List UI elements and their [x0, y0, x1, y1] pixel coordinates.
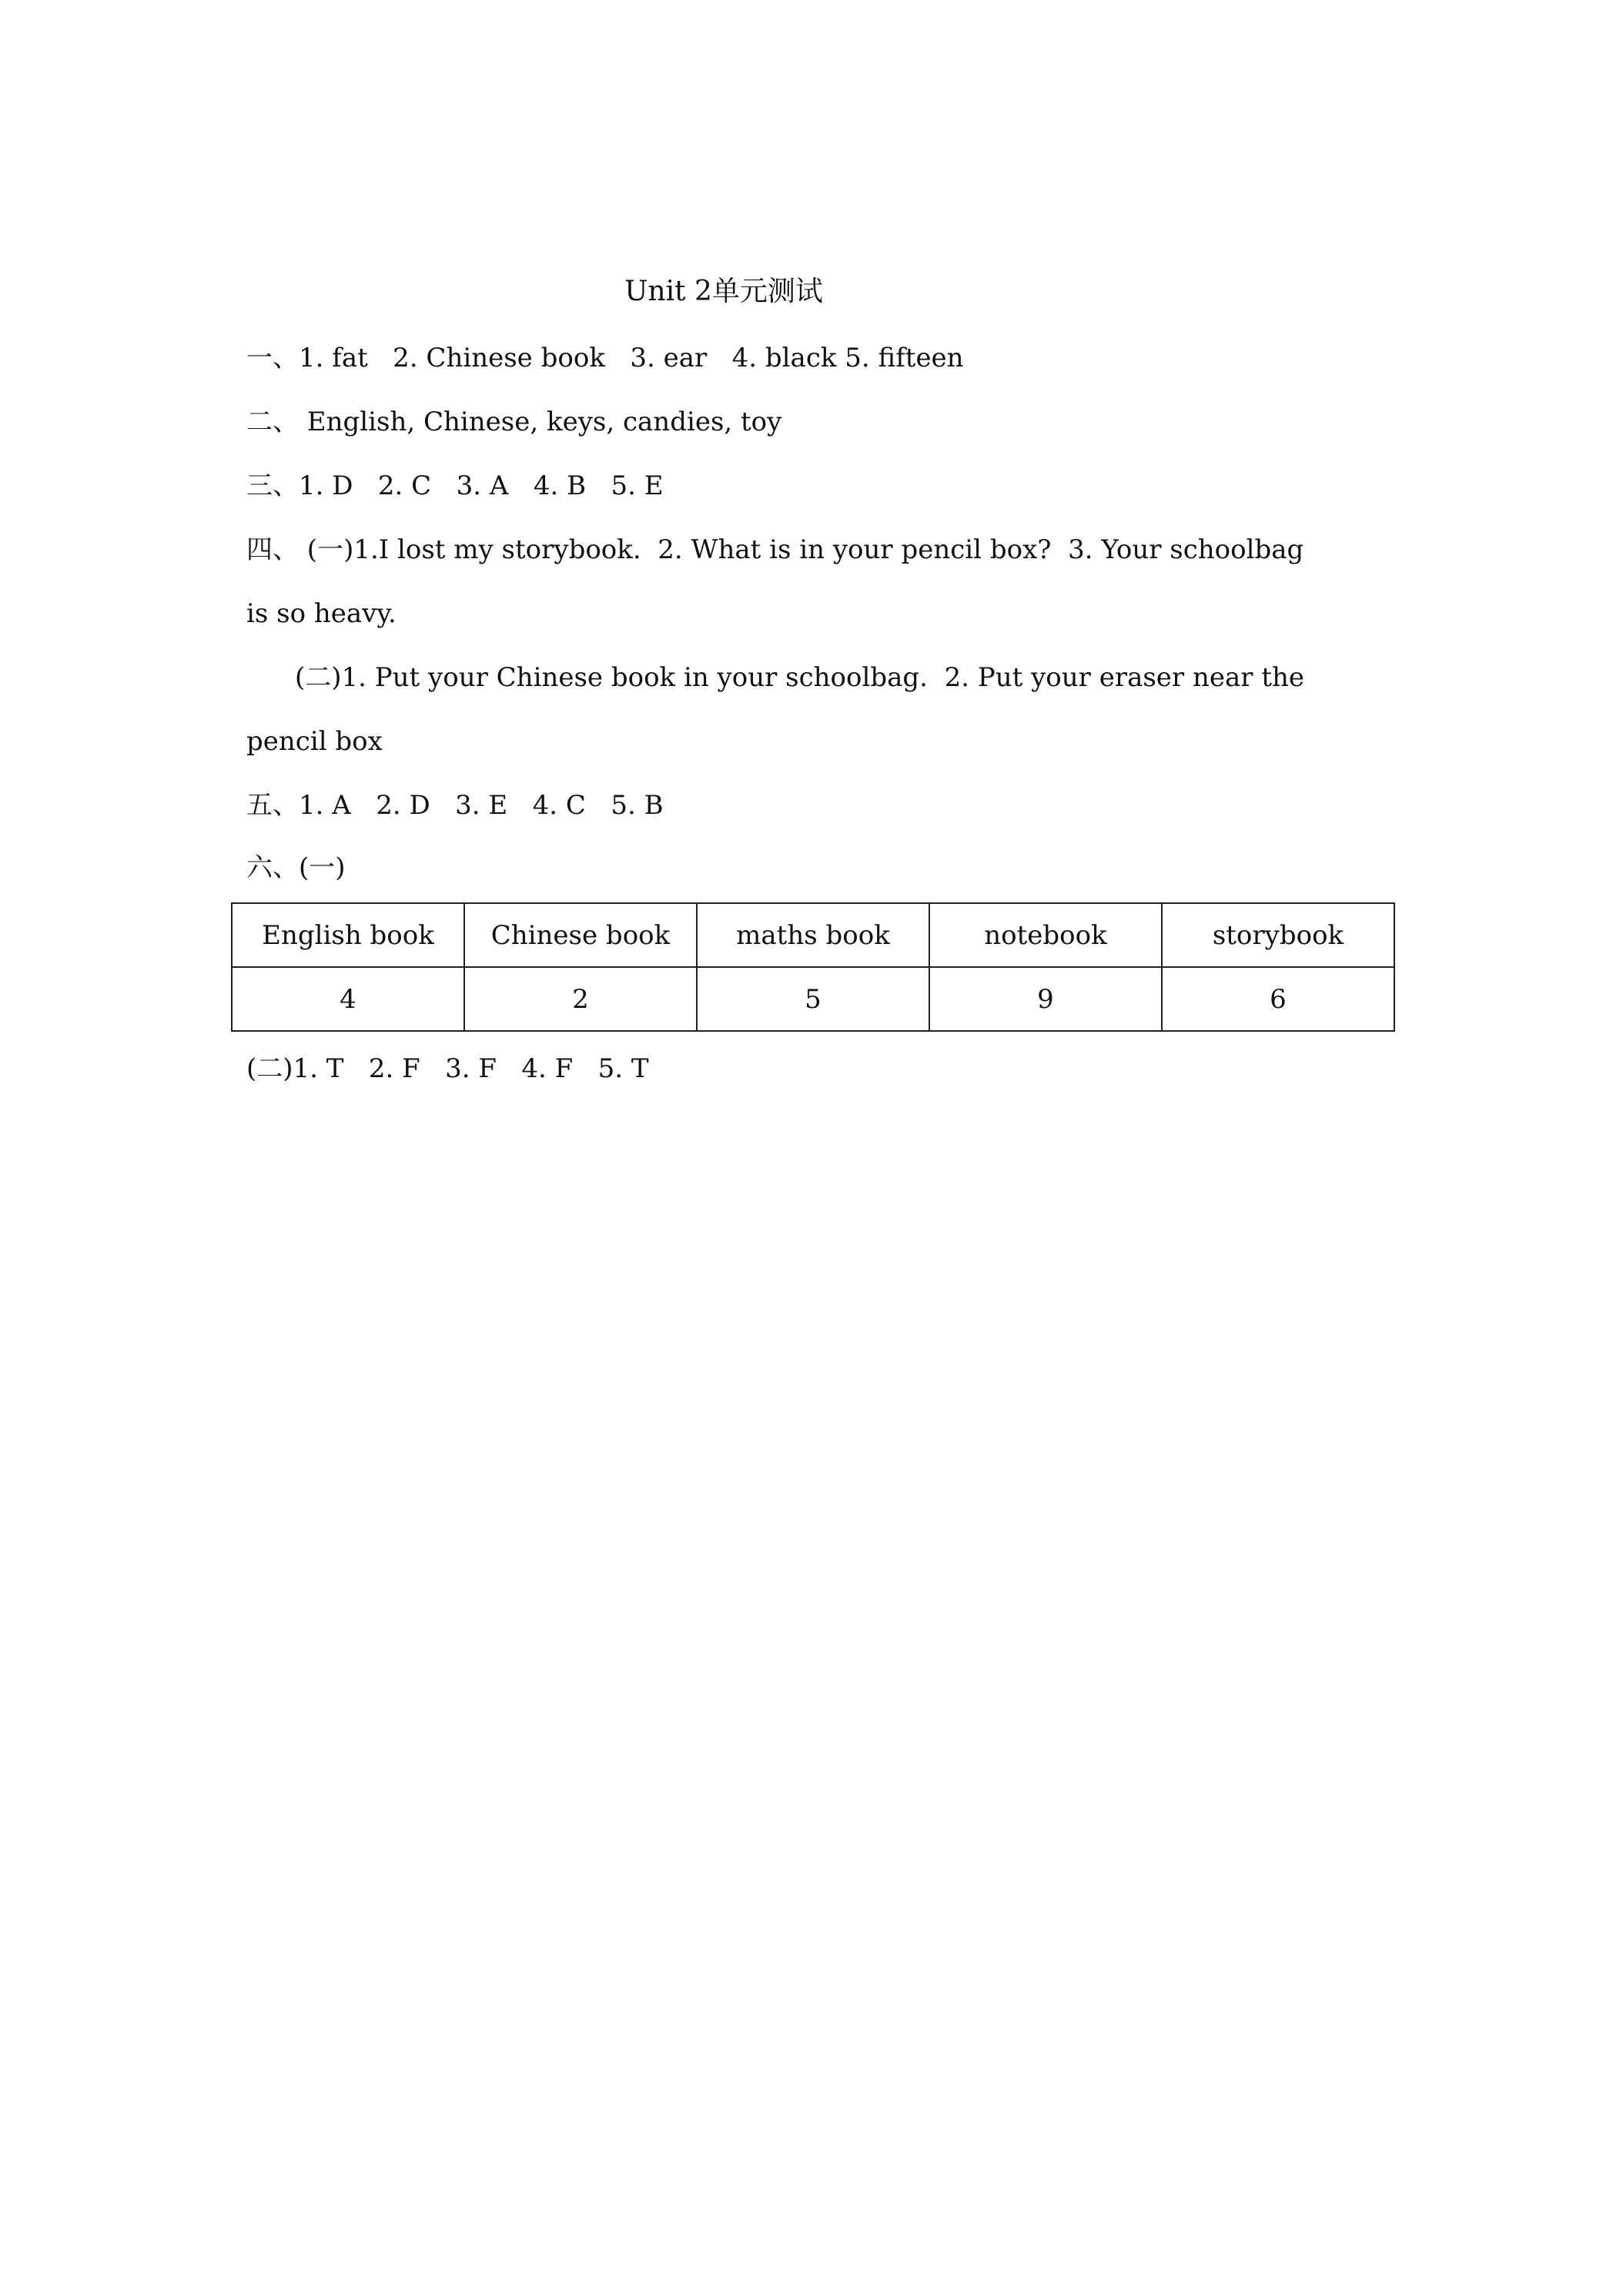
table-cell: 5 [697, 967, 929, 1031]
section-4-line-2: is so heavy. [246, 598, 397, 629]
table-header-cell: maths book [697, 903, 929, 967]
section-4-part-2-line-1: (二)1. Put your Chinese book in your schoolbag. 2. Put your eraser near the [295, 662, 1305, 693]
section-3-answers: 三、1. D 2. C 3. A 4. B 5. E [246, 470, 664, 501]
section-4-line-1: 四、 (一)1.I lost my storybook. 2. What is in your pencil box? 3. Your schoolbag [246, 534, 1304, 565]
table-cell: 4 [232, 967, 464, 1031]
section-2-answers: 二、 English, Chinese, keys, candies, toy [246, 407, 782, 437]
table-header-cell: English book [232, 903, 464, 967]
table-header-row [232, 903, 1394, 967]
table-header-cell: Chinese book [464, 903, 697, 967]
section-5-answers: 五、1. A 2. D 3. E 4. C 5. B [246, 790, 664, 821]
section-4-part-2-line-2: pencil box [246, 726, 383, 757]
table-header-cell: storybook [1162, 903, 1394, 967]
answer-table [231, 902, 1395, 1032]
table-cell: 6 [1162, 967, 1394, 1031]
table-cell: 2 [464, 967, 697, 1031]
table-cell: 9 [929, 967, 1162, 1031]
section-1-answers: 一、1. fat 2. Chinese book 3. ear 4. black 5. fifteen [246, 343, 964, 373]
table-header-cell: notebook [929, 903, 1162, 967]
section-6-heading: 六、(一) [246, 852, 346, 883]
section-6-part-2-answers: (二)1. T 2. F 3. F 4. F 5. T [246, 1053, 649, 1084]
table-row [232, 967, 1394, 1031]
page-title: Unit 2单元测试 [624, 276, 823, 307]
